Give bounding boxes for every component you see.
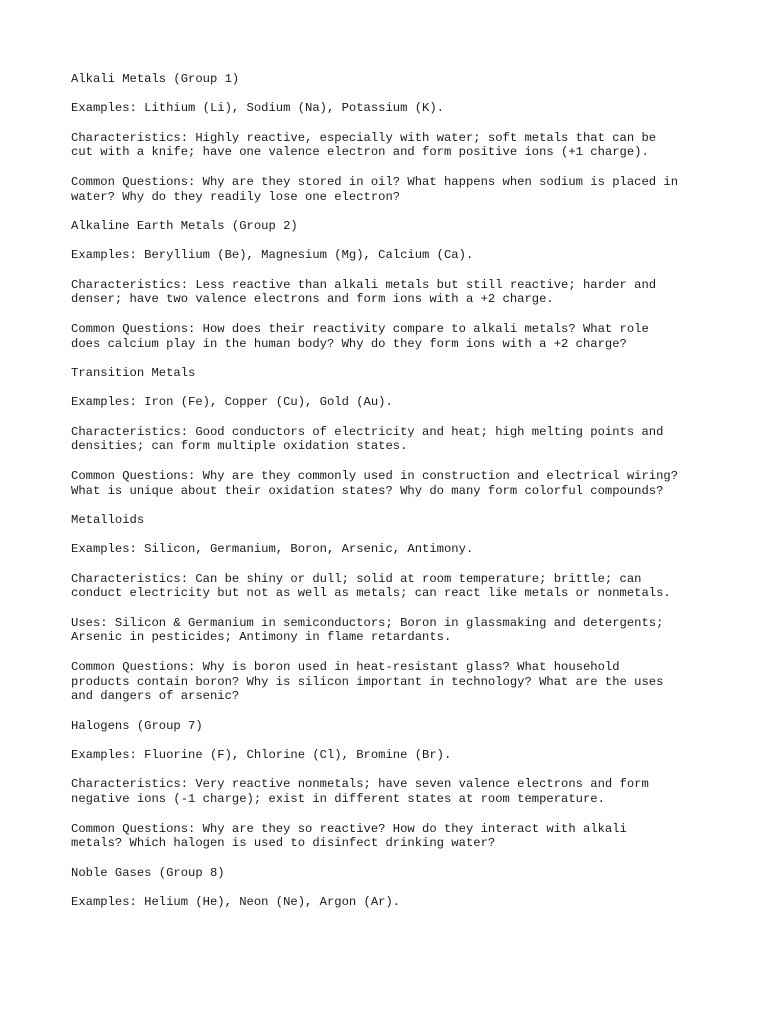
document-body xyxy=(71,72,711,924)
alkali-metals-examples: Examples: Lithium (Li), Sodium (Na), Potassium (K). xyxy=(71,101,444,116)
transition-metals-examples: Examples: Iron (Fe), Copper (Cu), Gold (Au). xyxy=(71,395,393,410)
halogens-characteristics: Characteristics: Very reactive nonmetals; have seven valence electrons and form negative ions (-1 charge); exist in different states at room temperature. xyxy=(71,777,649,807)
transition-metals-characteristics: Characteristics: Good conductors of electricity and heat; high melting points and densities; can form multiple oxidation states. xyxy=(71,424,664,454)
heading-alkali-metals: Alkali Metals (Group 1) xyxy=(71,72,240,86)
metalloids-questions: Common Questions: Why is boron used in heat-resistant glass? What household products contain boron? Why is silicon important in technology? What are the uses and dangers of arsenic? xyxy=(71,659,664,704)
alkaline-earth-questions: Common Questions: How does their reactivity compare to alkali metals? What role does calcium play in the human body? Why do they form ions with a +2 charge? xyxy=(71,321,649,351)
heading-metalloids: Metalloids xyxy=(71,512,145,527)
alkali-metals-questions: Common Questions: Why are they stored in oil? What happens when sodium is placed in water? Why do they readily lose one electron? xyxy=(71,174,679,204)
alkali-metals-characteristics: Characteristics: Highly reactive, especially with water; soft metals that can be cut with a knife; have one valence electron and form positive ions (+1 charge). xyxy=(71,130,657,160)
alkaline-earth-characteristics: Characteristics: Less reactive than alkali metals but still reactive; harder and denser; have two valence electrons and form ions with a +2 charge. xyxy=(71,277,657,307)
heading-halogens: Halogens (Group 7) xyxy=(71,718,203,733)
halogens-examples: Examples: Fluorine (F), Chlorine (Cl), Bromine (Br). xyxy=(71,748,452,763)
halogens-questions: Common Questions: Why are they so reactive? How do they interact with alkali metals? Which halogen is used to disinfect drinking water? xyxy=(71,821,627,851)
metalloids-characteristics: Characteristics: Can be shiny or dull; solid at room temperature; brittle; can conduct electricity but not as well as metals; can react like metals or nonmetals. xyxy=(71,571,671,601)
alkaline-earth-examples: Examples: Beryllium (Be), Magnesium (Mg), Calcium (Ca). xyxy=(71,248,474,263)
heading-noble-gases: Noble Gases (Group 8) xyxy=(71,865,225,880)
transition-metals-questions: Common Questions: Why are they commonly used in construction and electrical wiring? What is unique about their oxidation states? Why do many form colorful compounds? xyxy=(71,468,679,498)
metalloids-examples: Examples: Silicon, Germanium, Boron, Arsenic, Antimony. xyxy=(71,542,474,557)
metalloids-uses: Uses: Silicon & Germanium in semiconductors; Boron in glassmaking and detergents; Arsenic in pesticides; Antimony in flame retardants. xyxy=(71,615,664,645)
heading-alkaline-earth-metals: Alkaline Earth Metals (Group 2) xyxy=(71,218,298,233)
heading-transition-metals: Transition Metals xyxy=(71,365,196,380)
noble-gases-examples: Examples: Helium (He), Neon (Ne), Argon (Ar). xyxy=(71,895,401,910)
